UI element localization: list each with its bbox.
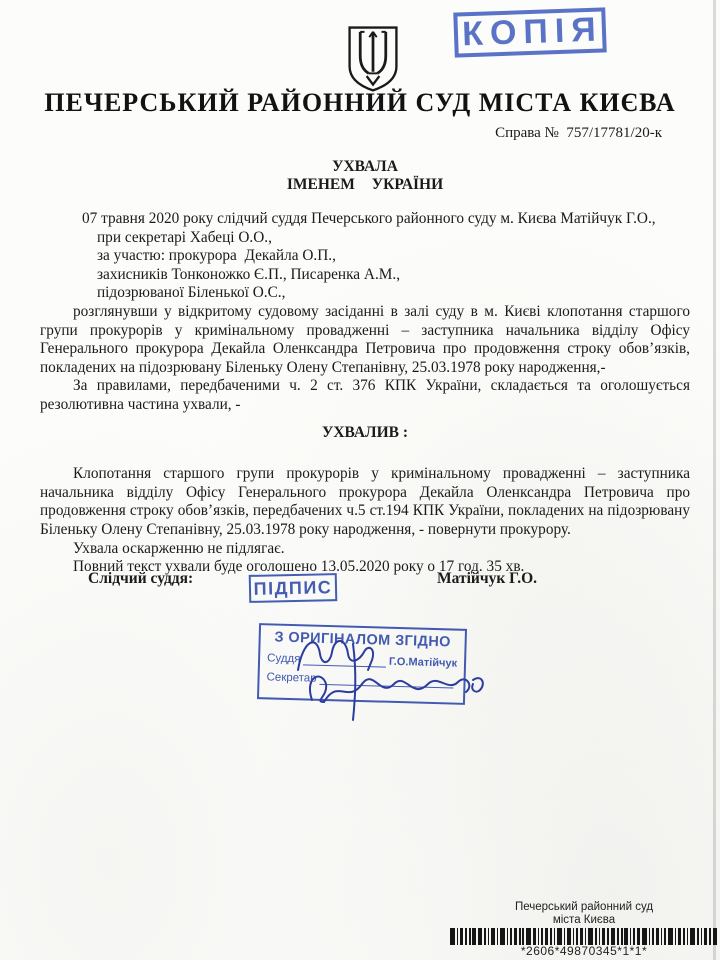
intro-line: захисників Тонконожко Є.П., Писаренка А.М., — [97, 265, 401, 283]
judge-signature-line — [303, 654, 386, 667]
barcode-number: *2606*49870345*1*1* — [520, 944, 648, 958]
ukraine-trident-emblem-icon — [346, 26, 400, 92]
intro-line: підозрюваної Біленької О.С., — [97, 284, 286, 302]
line-no-appeal: Ухвала оскарженню не підлягає. — [73, 539, 285, 557]
copy-stamp-label: КОПІЯ — [461, 10, 604, 54]
barcode-court-line2: міста Києва — [552, 913, 616, 926]
court-name-heading: ПЕЧЕРСЬКИЙ РАЙОННИЙ СУД МІСТА КИЄВА — [44, 88, 676, 117]
document-title-line1: УХВАЛА — [332, 158, 398, 175]
case-number: Справа № 757/17781/20-к — [495, 125, 662, 141]
certified-copy-stamp — [257, 623, 467, 705]
signature-stamp — [249, 573, 338, 603]
secretary-signature-line — [319, 674, 453, 689]
certified-secretary-row — [266, 671, 456, 688]
resolution-heading: УХВАЛИВ : — [321, 423, 409, 441]
line-full-text-date: Повний текст ухвали буде оголошено 13.05.2020 року о 17 год. 35 хв. — [73, 558, 525, 576]
document-title-line2: ІМЕНЕМ УКРАЇНИ — [286, 176, 444, 193]
signature-stamp-label: ПІДПИС — [253, 576, 333, 599]
document-title — [0, 158, 720, 194]
paragraph-rules: За правилами, передбаченими ч. 2 ст. 376 КПК України, складається та оголошується резолютивна частина ухвали, - — [40, 377, 690, 413]
secretary-label: Секретар — [266, 671, 317, 685]
paragraph-considered: розглянувши у відкритому судовому засіданні в залі суду в м. Києві клопотання старшого групи прокурорів у кримінальному провадженні – заступника начальника відділу Офісу Генерального прокурора Декайла Оленксандра Петровича про продовження строку обов’язків, покладених на підозрювану Біленьку Олену Степанівну, 25.03.1978 року народження,- — [40, 302, 690, 376]
scan-edge-artifact — [713, 0, 716, 960]
barcode-court-line1: Печерський районний суд — [514, 901, 654, 913]
barcode-block — [450, 901, 718, 958]
document-body — [40, 210, 690, 577]
intro-line: 07 травня 2020 року слідчий суддя Печерського районного суду м. Києва Матійчук Г.О., — [82, 210, 656, 227]
copy-stamp — [453, 7, 606, 57]
investigating-judge-label: Слідчий суддя: — [88, 570, 194, 587]
paragraph-resolution: Клопотання старшого групи прокурорів у кримінальному провадженні – заступника начальника відділу Офісу Генерального прокурора Декайла Оленксандра Петровича про продовження строку обов’язків, передбачених ч.5 ст.194 КПК України, покладених на підозрювану Біленьку Олену Степанівну, 25.03.1978 року народження, - повернути прокурору. — [40, 465, 690, 538]
intro-line: за участю: прокурора Декайла О.П., — [97, 247, 336, 265]
certified-judge-row — [267, 652, 457, 669]
certified-judge-name: Г.О.Матійчук — [388, 655, 458, 670]
judge-name: Матійчук Г.О. — [437, 570, 538, 587]
barcode-icon — [450, 928, 718, 945]
judge-label: Суддя — [266, 652, 301, 666]
intro-line: при секретарі Хабеці О.О., — [97, 228, 272, 246]
certified-copy-title: З ОРИГІНАЛОМ ЗГІДНО — [274, 629, 452, 651]
